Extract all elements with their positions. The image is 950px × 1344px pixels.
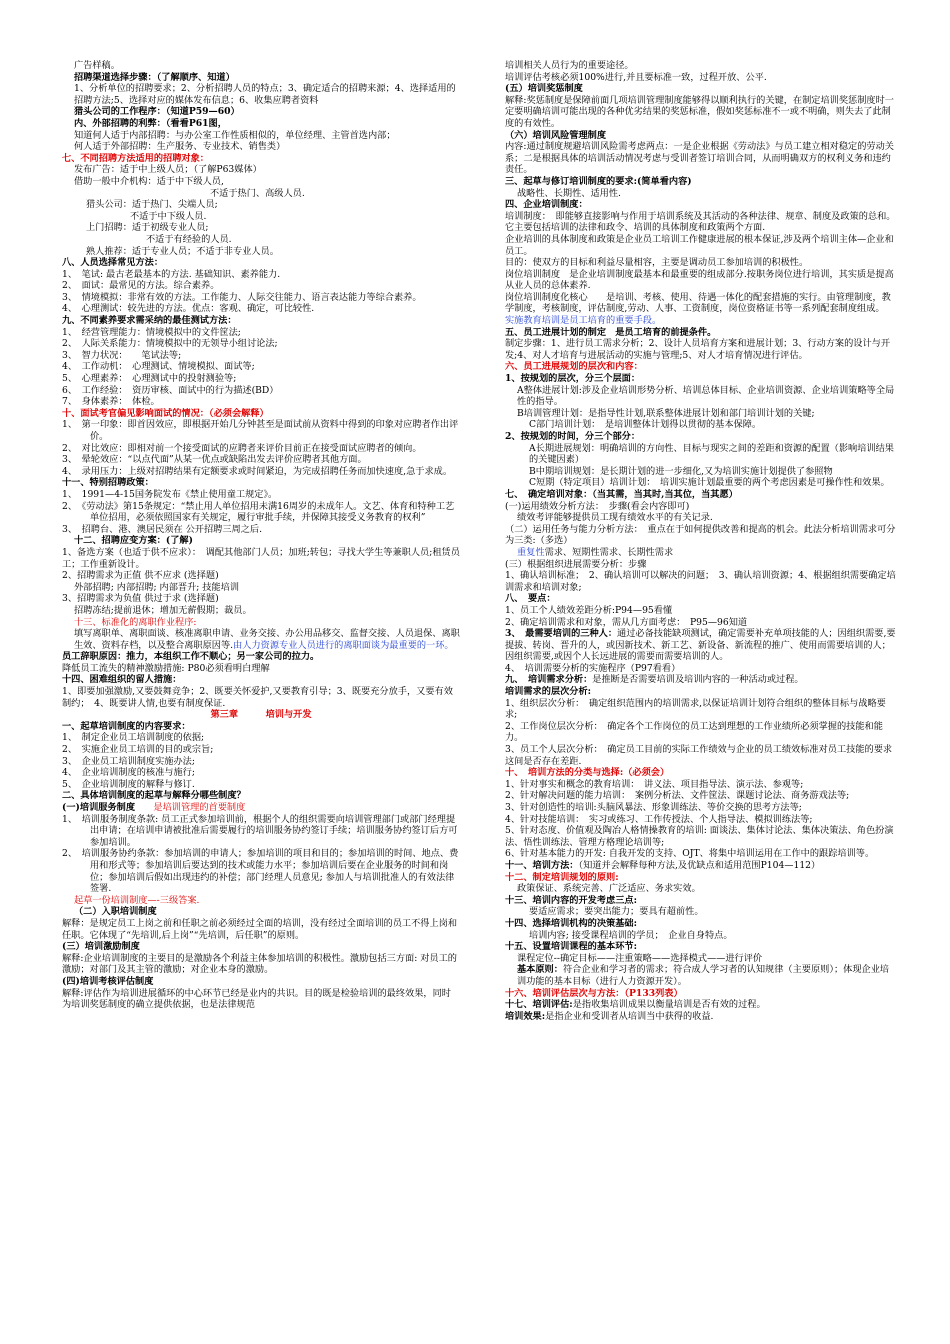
right-line-text: 七、 确定培训对象：（当其需，当其时,当其位，当其愿） bbox=[505, 488, 738, 500]
right-line-10 bbox=[505, 234, 897, 257]
left-line-55 bbox=[62, 767, 460, 779]
left-line-text: 降低员工流失的精神激励措施: P80必须看明白理解 bbox=[62, 662, 270, 674]
right-line-46 bbox=[505, 802, 897, 814]
right-line-text: 重复性 bbox=[517, 546, 545, 558]
right-line-text: 要适应需求；要突出能力；要具有超前性。 bbox=[529, 906, 704, 918]
left-line-12 bbox=[62, 211, 460, 223]
right-line-29 bbox=[505, 524, 897, 547]
right-line-2 bbox=[505, 83, 897, 95]
right-line-tail: 是推断是否需要培训及培训内容的一种活动或过程。 bbox=[592, 674, 804, 686]
left-line-text: 5、 企业培训制度的解释与修订. bbox=[62, 778, 195, 790]
left-line-text: 4、 工作动机： 心理测试、情境模拟、面试等; bbox=[62, 361, 255, 373]
right-line-text: 培训需求的层次分析: bbox=[505, 686, 592, 698]
left-line-52 bbox=[62, 732, 460, 744]
right-line-text: 2、确定培训需求和对象，需从几方面考虑： P95—96知道 bbox=[505, 616, 748, 628]
left-line-text: 广告样稿。 bbox=[74, 60, 120, 71]
left-line-text: 3、 情境模拟：非常有效的方法。工作能力、人际交往能力、语言表达能力等综合素养。 bbox=[62, 291, 422, 303]
right-line-text: 十一、培训方法： bbox=[505, 859, 579, 871]
left-line-54 bbox=[62, 756, 460, 768]
left-line-27 bbox=[62, 385, 460, 397]
right-line-39 bbox=[505, 686, 897, 698]
left-line-text: 3、招聘需求为负值 供过于求 (选择题) bbox=[62, 593, 219, 605]
right-line-text: 6、针对基本能力的开发: 自我开发的支持、OJT、将集中培训运用在工作中的跟踪培训等。 bbox=[505, 848, 875, 860]
right-line-text: 解释:奖惩制度是保障前面几项培训管理制度能够得以顺利执行的关键，在制定培训奖惩制度时一定要明确培训可能出现的各种优劣结果的奖惩标准，假如奖惩标准不一或不明确，则失去了此制度的有效性。 bbox=[505, 94, 894, 129]
left-line-58 bbox=[62, 802, 460, 814]
left-line-45 bbox=[62, 628, 460, 651]
right-line-13 bbox=[505, 292, 897, 315]
right-line-tail: 是指收集培训成果以衡量培训是否有效的过程。 bbox=[572, 999, 766, 1011]
right-line-text: 十六、培训评估层次与方法：（P133列表） bbox=[505, 987, 683, 999]
left-line-26 bbox=[62, 373, 460, 385]
left-line-32 bbox=[62, 454, 460, 466]
left-line-4 bbox=[62, 118, 460, 130]
right-line-text: (一)运用绩效分析方法： 步骤(看会内容即可) bbox=[505, 500, 690, 512]
left-line-0 bbox=[62, 60, 460, 72]
right-line-text: 培训相关人员行为的重要途径。 bbox=[505, 60, 634, 71]
left-line-47 bbox=[62, 663, 460, 675]
left-line-63 bbox=[62, 918, 460, 941]
left-line-7 bbox=[62, 153, 460, 165]
left-line-text: 2、 面试：最常见的方法。综合素养。 bbox=[62, 280, 220, 292]
right-line-tail: 通过必备技能缺项测试，确定需要补充单项技能的人；因组织需要,要提拔、转岗、晋升的人，或因新技术、新工艺、新设备、新流程的推广、使用而需要培训的人； 因组织需要,或因个人长远进展的需要而需要培训的人。 bbox=[505, 628, 896, 663]
right-line-tail: 需求、短期性需求、长期性需求 bbox=[544, 546, 674, 558]
right-line-text: 2、工作岗位层次分析： 确定各个工作岗位的员工达到理想的工作业绩所必须掌握的技能和能力。 bbox=[505, 720, 883, 744]
right-line-32 bbox=[505, 570, 897, 593]
left-line-30 bbox=[62, 419, 460, 442]
left-line-24 bbox=[62, 350, 460, 362]
left-line-22 bbox=[62, 327, 460, 339]
right-line-23 bbox=[505, 443, 897, 466]
left-line-61 bbox=[62, 895, 460, 907]
left-line-38 bbox=[62, 535, 460, 547]
right-line-text: 十四、选择培训机构的决策基础: bbox=[505, 917, 638, 929]
left-line-text: 十一、特别招聘政策： bbox=[62, 477, 154, 489]
left-line-39 bbox=[62, 547, 460, 570]
left-line-text: 借助一般中介机构：适于中下级人员, bbox=[74, 175, 224, 187]
left-line-text: 猎头公司的工作程序：（知道P59—60） bbox=[74, 106, 240, 118]
left-line-53 bbox=[62, 744, 460, 756]
right-line-text: 十二、制定培训规划的原则: bbox=[505, 871, 619, 883]
right-line-text: 培训制度： 即能够直接影响与作用于培训系统及其活动的各种法律、规章、制度及政策的总和。它主要包括培训的法律和政令、培训的具体制度和政策两个方面. bbox=[505, 210, 896, 234]
left-line-text: 何人适于外部招聘：生产服务、专业技术、销售类） bbox=[74, 141, 286, 153]
left-line-text: 7、 身体素养： 体检。 bbox=[62, 396, 160, 408]
right-line-53 bbox=[505, 895, 897, 907]
right-line-text: 十、 培训方法的分类与选择:（必须会） bbox=[505, 767, 670, 779]
left-line-text: 2、 实施企业员工培训的目的或宗旨; bbox=[62, 744, 214, 756]
right-line-text: 4、 培训需要分析的实施程序（P97看看） bbox=[505, 662, 681, 674]
left-line-66 bbox=[62, 976, 460, 988]
left-line-text: 上门招聘：适于初级专业人员; bbox=[86, 222, 209, 234]
left-line-3 bbox=[62, 106, 460, 118]
left-line-23 bbox=[62, 338, 460, 350]
right-line-tail: 是指企业和受训者从培训当中获得的收益. bbox=[545, 1010, 714, 1022]
right-line-55 bbox=[505, 918, 897, 930]
right-line-text: 培训内容; 接受课程培训的学员； 企业自身特点。 bbox=[529, 929, 733, 941]
left-line-text: 内、外部招聘的利弊：（看看P61图， bbox=[74, 117, 227, 129]
right-line-45 bbox=[505, 790, 897, 802]
left-line-29 bbox=[62, 408, 460, 420]
right-line-57 bbox=[505, 941, 897, 953]
right-line-text: 3、针对创造性的培训:头脑风暴法、形象训练法、等价交换的思考方法等; bbox=[505, 802, 802, 813]
right-line-text: 课程定位--确定目标——注重策略——选择模式——进行评价 bbox=[517, 952, 763, 964]
left-line-text: 不适于热门、高级人员. bbox=[210, 187, 305, 199]
right-line-15 bbox=[505, 327, 897, 339]
right-line-text: 1、针对事实和概念的教育培训： 讲义法、项目指导法、演示法、参观等; bbox=[505, 778, 804, 790]
right-line-text: （六）培训风险管理制度 bbox=[505, 129, 607, 141]
right-line-17 bbox=[505, 361, 897, 373]
left-line-text: 2、 《劳动法》第15条规定：“禁止用人单位招用未满16周岁的未成年人。文艺、体育和特种工艺单位招用，必须依照国家有关规定，履行审批手续，并保障其接受义务教育的权利” bbox=[62, 500, 455, 524]
left-line-51 bbox=[62, 721, 460, 733]
right-line-26 bbox=[505, 489, 897, 501]
left-line-49 bbox=[62, 686, 460, 709]
left-line-text: 4、 心理测试：较先进的方法。优点：客观、确定，可比较性. bbox=[62, 303, 315, 315]
right-line-21 bbox=[505, 419, 897, 431]
left-line-text: 招聘冻结;提前退休；增加无薪假期；裁员。 bbox=[74, 604, 252, 616]
left-line-20 bbox=[62, 303, 460, 315]
left-line-text: 第三章 培训与开发 bbox=[210, 709, 312, 721]
left-line-1 bbox=[62, 72, 460, 84]
right-line-text: A长期进展规划：明确培训的方向性、目标与现实之间的差距和资源的配置（影响培训结果的关键因素） bbox=[529, 442, 894, 466]
right-line-41 bbox=[505, 721, 897, 744]
right-line-text: 五、员工进展计划的制定 是员工培育的前提条件。 bbox=[505, 326, 717, 338]
right-line-24 bbox=[505, 466, 897, 478]
left-line-text: 不适于有经验的人员. bbox=[146, 233, 232, 245]
left-line-text: 解释:企业培训制度的主要目的是激励各个利益主体参加培训的积极性。激励包括三方面: 对员工的激励；对部门及其主管的激励；对企业本身的激励。 bbox=[62, 952, 457, 976]
left-line-text: 1、即要加强激励,又要鼓舞竞争；2、既要关怀爱护,又要教育引导；3、既要充分放手，又要有效制约； 4、既要讲人情,也要有制度保证. bbox=[62, 686, 453, 709]
right-line-text: C部门培训计划： 是培训整体计划得以贯彻的基本保障。 bbox=[529, 419, 762, 431]
left-line-text: 发布广告：适于中上级人员；（了解P63媒体） bbox=[74, 164, 262, 176]
left-line-40 bbox=[62, 570, 460, 582]
left-line-text: 5、 心理素养： 心理测试中的投射测验等; bbox=[62, 373, 237, 385]
right-line-44 bbox=[505, 779, 897, 791]
left-line-50 bbox=[62, 709, 460, 721]
left-line-65 bbox=[62, 953, 460, 976]
left-line-text: 3、 晕轮效应：“以点代面”从某一优点或缺陷出发去评价应聘者其他方面。 bbox=[62, 454, 367, 466]
right-line-tail: 符合企业和学习者的需求；符合成人学习者的认知规律（主要原则）；体现企业培训功能的基本目标（进行人力资源开发）。 bbox=[517, 964, 890, 987]
left-line-text: 填写离职单、离职面谈、核准离职申请、业务交接、办公用品移交、监督交接、人员退保、离职生效、资料存档，以及整合离职原因等. bbox=[74, 628, 460, 651]
left-line-text: 1、 1991—4-15国务院发布《禁止使用童工规定》。 bbox=[62, 488, 278, 500]
right-line-5 bbox=[505, 141, 897, 176]
right-line-text: 3、员工个人层次分析： 确定员工目前的实际工作绩效与企业的员工绩效标准对员工技能的要求这间是否存在差距. bbox=[505, 744, 893, 767]
right-line-19 bbox=[505, 385, 897, 408]
left-line-35 bbox=[62, 489, 460, 501]
right-line-text: 十五、设置培训课程的基本环节: bbox=[505, 941, 638, 953]
right-line-0 bbox=[505, 60, 897, 72]
left-line-text: 1、 第一印象：即首因效应，即根据开始几分钟甚至是面试前从资料中得到的印象对应聘者作出评价。 bbox=[62, 419, 459, 442]
left-line-10 bbox=[62, 188, 460, 200]
right-line-text: 2、按规划的时间，分三个部分： bbox=[505, 431, 641, 442]
right-line-text: 三、起草与修订培训制度的要求:(简单看内容) bbox=[505, 175, 692, 187]
right-line-text: B中期培训规划：是长期计划的进一步细化,又为培训实施计划提供了参照物 bbox=[529, 465, 833, 477]
right-line-54 bbox=[505, 906, 897, 918]
left-line-text: 二、具体培训制度的起草与解释分哪些制度？ bbox=[62, 790, 246, 802]
left-line-text: 1、 经营管理能力：情境模拟中的文件筐法; bbox=[62, 326, 241, 338]
left-line-48 bbox=[62, 674, 460, 686]
left-line-67 bbox=[62, 988, 460, 1011]
right-line-text: 实施教育培训是员工培育的重要手段。 bbox=[505, 315, 662, 327]
left-line-41 bbox=[62, 582, 460, 594]
left-line-text: 解释:评估作为培训进展循环的中心环节已经是业内的共识。目的既是检验培训的最终效果，同时为培训奖惩制度的确立提供依据，也是法律规范 bbox=[62, 987, 451, 1011]
left-line-text: 熟人推荐：适于专业人员；不适于非专业人员。 bbox=[86, 245, 279, 257]
left-line-text: 十三、标准化的离职作业程序: bbox=[74, 616, 197, 628]
left-line-text: 解释：是规定员工上岗之前和任职之前必须经过全面的培训，没有经过全面培训的员工不得上岗和任职。它体现了“先培训,后上岗”“先培训，后任职”的原则。 bbox=[62, 917, 458, 941]
right-line-14 bbox=[505, 315, 897, 327]
left-line-44 bbox=[62, 617, 460, 629]
right-line-text: 十七、培训评估: bbox=[505, 999, 573, 1011]
left-line-11 bbox=[62, 199, 460, 211]
left-line-text: 1、分析单位的招聘要求；2、分析招聘人员的特点；3、确定适合的招聘来源；4、选择适用的招聘方法;5、选择对应的媒体发布信息；6、收集应聘者资料 bbox=[74, 83, 456, 106]
right-line-30 bbox=[505, 547, 897, 559]
right-line-37 bbox=[505, 663, 897, 675]
right-line-text: 四、企业培训制度： bbox=[505, 199, 588, 211]
left-line-text: 知道何人适于内部招聘：与办公室工作性质相似的，单位经理、主管首选内部； bbox=[74, 129, 396, 141]
right-line-text: 1、按规划的层次，分三个层面： bbox=[505, 373, 641, 385]
right-line-text: 1、组织层次分析： 确定组织范围内的培训需求,以保证培训计划符合组织的整体目标与战略要求; bbox=[505, 697, 886, 721]
right-line-text: (五）培训奖惩制度 bbox=[505, 83, 583, 95]
right-line-50 bbox=[505, 860, 897, 872]
right-line-text: 4、针对技能培训： 实习或练习、工作传授法、个人指导法、模拟训练法等; bbox=[505, 813, 813, 825]
left-line-25 bbox=[62, 361, 460, 373]
left-line-64 bbox=[62, 941, 460, 953]
left-line-text: 员工辞职原因：推力，本组织工作不顺心；另一家公司的拉力。 bbox=[62, 651, 320, 663]
right-line-35 bbox=[505, 617, 897, 629]
left-line-19 bbox=[62, 292, 460, 304]
right-line-58 bbox=[505, 953, 897, 965]
right-line-text: 政策保证、系统完善、广泛适应、务求实效。 bbox=[517, 883, 701, 895]
left-line-43 bbox=[62, 605, 460, 617]
left-line-46 bbox=[62, 651, 460, 663]
right-line-text: 六、员工进展规划的层次和内容： bbox=[505, 361, 643, 373]
right-line-text: 1、员工个人绩效差距分析:P94—95看懂 bbox=[505, 604, 673, 616]
right-line-4 bbox=[505, 130, 897, 142]
left-column bbox=[62, 60, 460, 1011]
right-line-22 bbox=[505, 431, 897, 443]
right-line-25 bbox=[505, 477, 897, 489]
right-line-56 bbox=[505, 930, 897, 942]
left-line-text: 不适于中下级人员. bbox=[130, 210, 207, 222]
right-line-48 bbox=[505, 825, 897, 848]
right-line-text: 1、确认培训标准； 2、确认培训可以解决的问题； 3、确认培训资源；4、根据组织需要确定培训需求和培训对象; bbox=[505, 570, 896, 593]
right-line-text: C短期（特定项目）培训计划： 培训实施计划最重要的两个考虑因素是可操作性和效果。 bbox=[529, 477, 890, 489]
left-line-60 bbox=[62, 848, 460, 894]
left-line-tail: 是培训管理的首要制度 bbox=[135, 802, 246, 813]
left-line-text: 十、面试考官偏见影响面试的情况：（必须会解释） bbox=[62, 407, 269, 419]
left-line-text: (三）培训激励制度 bbox=[62, 941, 140, 953]
right-line-text: (三）根据组织进展需要分析：步骤 bbox=[505, 558, 647, 570]
right-line-text: 九、 培训需求分析： bbox=[505, 674, 593, 686]
left-line-text: 2、 人际关系能力：情境模拟中的无领导小组讨论法; bbox=[62, 338, 278, 350]
right-line-49 bbox=[505, 848, 897, 860]
right-line-text: 制定步骤：1、进行员工需求分析；2、设计人员培育方案和进展计划；3、行动方案的设计与开发;4、对人才培育与进展活动的实施与管理;5、对人才培育情况进行评估。 bbox=[505, 338, 891, 361]
left-line-14 bbox=[62, 234, 460, 246]
right-line-27 bbox=[505, 501, 897, 513]
left-line-text: 十二、招聘应变方案：(了解) bbox=[74, 535, 193, 547]
left-line-34 bbox=[62, 477, 460, 489]
right-column bbox=[505, 60, 897, 1022]
left-line-16 bbox=[62, 257, 460, 269]
left-line-text: （二）入职培训制度 bbox=[74, 906, 157, 918]
left-line-57 bbox=[62, 790, 460, 802]
left-line-42 bbox=[62, 593, 460, 605]
right-line-text: 培训评估考核必须100%进行,并且要标准一致，过程开放、公平. bbox=[505, 71, 767, 83]
left-line-text: 4、 录用压力：上级对招聘结果有定额要求或时间紧迫，为完成招聘任务而加快速度,急于求成。 bbox=[62, 465, 453, 477]
left-line-text: 十四、困难组织的留人措施： bbox=[62, 674, 182, 686]
left-line-6 bbox=[62, 141, 460, 153]
left-line-text: 1、 培训服务制度条款: 员工正式参加培训前，根据个人的组织需要向培训管理部门或部门经理提出申请；在培训申请被批准后需要履行的培训服务协约签订手续；培训服务协约签订后方可参加培训。 bbox=[62, 813, 458, 848]
left-line-36 bbox=[62, 501, 460, 524]
left-line-15 bbox=[62, 246, 460, 258]
left-line-text: 八、人员选择常见方法： bbox=[62, 257, 164, 269]
right-line-text: 绩效考评能够提供员工现有绩效水平的有关记录. bbox=[517, 512, 713, 524]
right-line-text: （二）运用任务与能力分析方法： 重点在于如何提供改善和提高的机会。此法分析培训需求可分为三类:（多选） bbox=[505, 523, 896, 547]
right-line-9 bbox=[505, 211, 897, 234]
right-line-20 bbox=[505, 408, 897, 420]
left-line-text: 1、 笔试: 最古老最基本的方法. 基础知识、素养能力. bbox=[62, 268, 281, 280]
right-line-text: 岗位培训制度 是企业培训制度最基本和最重要的组成部分.按职务岗位进行培训，其实质是提高从业人员的总体素养. bbox=[505, 268, 894, 292]
left-line-text: 一、起草培训制度的内容要求： bbox=[62, 720, 191, 732]
left-line-text: 招聘渠道选择步骤：（了解顺序、知道） bbox=[74, 71, 235, 83]
left-line-13 bbox=[62, 222, 460, 234]
right-line-text: 目的：使双方的目标和利益尽量相容，主要是调动员工参加培训的积极性。 bbox=[505, 257, 809, 269]
left-line-5 bbox=[62, 130, 460, 142]
left-line-text: 2、招聘需求为正值 供不应求 (选择题) bbox=[62, 570, 219, 582]
left-line-28 bbox=[62, 396, 460, 408]
right-line-3 bbox=[505, 95, 897, 130]
right-line-28 bbox=[505, 512, 897, 524]
right-line-40 bbox=[505, 698, 897, 721]
left-line-37 bbox=[62, 524, 460, 536]
right-line-62 bbox=[505, 1011, 897, 1023]
right-line-text: 八、 要点： bbox=[505, 593, 556, 605]
right-line-42 bbox=[505, 744, 897, 767]
right-line-12 bbox=[505, 269, 897, 292]
left-line-33 bbox=[62, 466, 460, 478]
right-line-text: A整体进展计划:涉及企业培训形势分析、培训总体目标、企业培训资源、企业培训策略等全局性的指导。 bbox=[517, 384, 895, 408]
right-line-text: 基本原则： bbox=[517, 964, 563, 976]
right-line-47 bbox=[505, 814, 897, 826]
right-line-59 bbox=[505, 964, 897, 987]
left-line-text: 1、 制定企业员工培训制度的依据; bbox=[62, 732, 205, 744]
right-line-text: 培训效果: bbox=[505, 1010, 546, 1022]
right-line-61 bbox=[505, 999, 897, 1011]
left-line-31 bbox=[62, 443, 460, 455]
left-line-text: 3、 企业员工培训制度实施办法; bbox=[62, 755, 195, 767]
right-line-text: 战略性、长期性、适用性. bbox=[517, 187, 621, 199]
left-line-62 bbox=[62, 906, 460, 918]
right-line-33 bbox=[505, 593, 897, 605]
right-line-1 bbox=[505, 72, 897, 84]
left-line-tail: 由人力资源专业人员进行的离职面谈为最重要的一环。 bbox=[233, 639, 454, 651]
left-line-text: (一)培训服务制度 bbox=[62, 802, 136, 813]
right-line-text: B培训管理计划：是指导性计划,联系整体进展计划和部门培训计划的关键; bbox=[517, 407, 815, 419]
right-line-52 bbox=[505, 883, 897, 895]
left-line-text: 4、 企业培训制度的核准与施行; bbox=[62, 767, 195, 779]
left-line-9 bbox=[62, 176, 460, 188]
right-line-60 bbox=[505, 988, 897, 1000]
right-line-51 bbox=[505, 872, 897, 884]
right-line-tail: （知道并会解释每种方法,及优缺点和适用范围P104—112） bbox=[578, 859, 821, 871]
right-line-34 bbox=[505, 605, 897, 617]
left-line-text: 1、备选方案（也适于供不应求）： 调配其他部门人员；加班;转包；寻找大学生等兼职人员;租赁员工；工作重新设计。 bbox=[62, 546, 460, 570]
left-line-text: 2、 对比效应：即相对前一个接受面试的应聘者来评价目前正在接受面试应聘者的倾向。 bbox=[62, 442, 422, 454]
left-line-text: 起草一份培训制度—-三级答案. bbox=[74, 894, 200, 906]
left-line-text: 3、 智力状况： 笔试法等; bbox=[62, 349, 182, 361]
right-line-36 bbox=[505, 628, 897, 663]
right-line-31 bbox=[505, 559, 897, 571]
left-line-text: 外部招聘; 内部招聘; 内部晋升; 技能培训 bbox=[74, 581, 240, 593]
right-line-7 bbox=[505, 188, 897, 200]
right-line-text: 2、针对解决问题的能力培训： 案例分析法、文件筐法、课题讨论法、商务游戏法等; bbox=[505, 790, 850, 802]
left-line-text: 3、 招聘台、港、澳居民须在 公开招聘三周之后. bbox=[62, 523, 263, 535]
left-line-8 bbox=[62, 164, 460, 176]
right-line-16 bbox=[505, 338, 897, 361]
right-line-18 bbox=[505, 373, 897, 385]
left-line-text: (四)培训考核评估制度 bbox=[62, 975, 154, 987]
right-line-6 bbox=[505, 176, 897, 188]
right-line-text: 5、针对态度、价值观及陶冶人格情操教育的培训: 面谈法、集体讨论法、集体决策法、角色扮演法、悟性训练法、管理方格理论培训等; bbox=[505, 825, 894, 848]
right-line-38 bbox=[505, 674, 897, 686]
left-line-2 bbox=[62, 83, 460, 106]
left-line-text: 猎头公司：适于热门、尖端人员; bbox=[86, 199, 218, 211]
right-line-11 bbox=[505, 257, 897, 269]
right-line-text: 内容:通过制度规避培训风险需考虑两点：一是企业根据《劳动法》与员工建立相对稳定的劳动关系；二是根据具体的培训活动情况考虑与受训者签订培训合同，从而明确双方的权利义务和违约责任。 bbox=[505, 141, 894, 176]
left-line-text: 2、 培训服务协约条款：参加培训的申请人；参加培训的项目和目的；参加培训的时间、地点、费用和形式等；参加培训后要达到的技术或能力水平；参加培训后要在企业服务的时间和岗位；参加培训后假如出现违约的补偿；部门经理人员意见; 参加人与培训批准人的有效法律签署. bbox=[62, 848, 459, 895]
right-line-text: 3、 最需要培训的三种人： bbox=[505, 628, 618, 640]
left-line-text: 七、不同招聘方法适用的招聘对象： bbox=[62, 152, 209, 164]
left-line-56 bbox=[62, 779, 460, 791]
left-line-59 bbox=[62, 814, 460, 849]
right-line-text: 岗位培训制度化核心 是培训、考核、使用、待遇一体化的配套措施的实行。由管理制度，教学制度，考核制度，评估制度,劳动、人事、工资制度，岗位资格证书等一系列配套制度组成。 bbox=[505, 291, 891, 315]
left-line-text: 九、不同素养要求需采纳的最佳测试方法： bbox=[62, 315, 237, 327]
right-line-text: 十三、培训内容的开发考虑三点: bbox=[505, 894, 638, 906]
left-line-21 bbox=[62, 315, 460, 327]
left-line-18 bbox=[62, 280, 460, 292]
right-line-43 bbox=[505, 767, 897, 779]
left-line-17 bbox=[62, 269, 460, 281]
right-line-8 bbox=[505, 199, 897, 211]
left-line-text: 6、 工作经验： 资历审核、面试中的行为描述(BD） bbox=[62, 384, 279, 396]
right-line-text: 企业培训的具体制度和政策是企业员工培训工作健康进展的根本保证,涉及两个培训主体—企业和员工。 bbox=[505, 233, 894, 257]
